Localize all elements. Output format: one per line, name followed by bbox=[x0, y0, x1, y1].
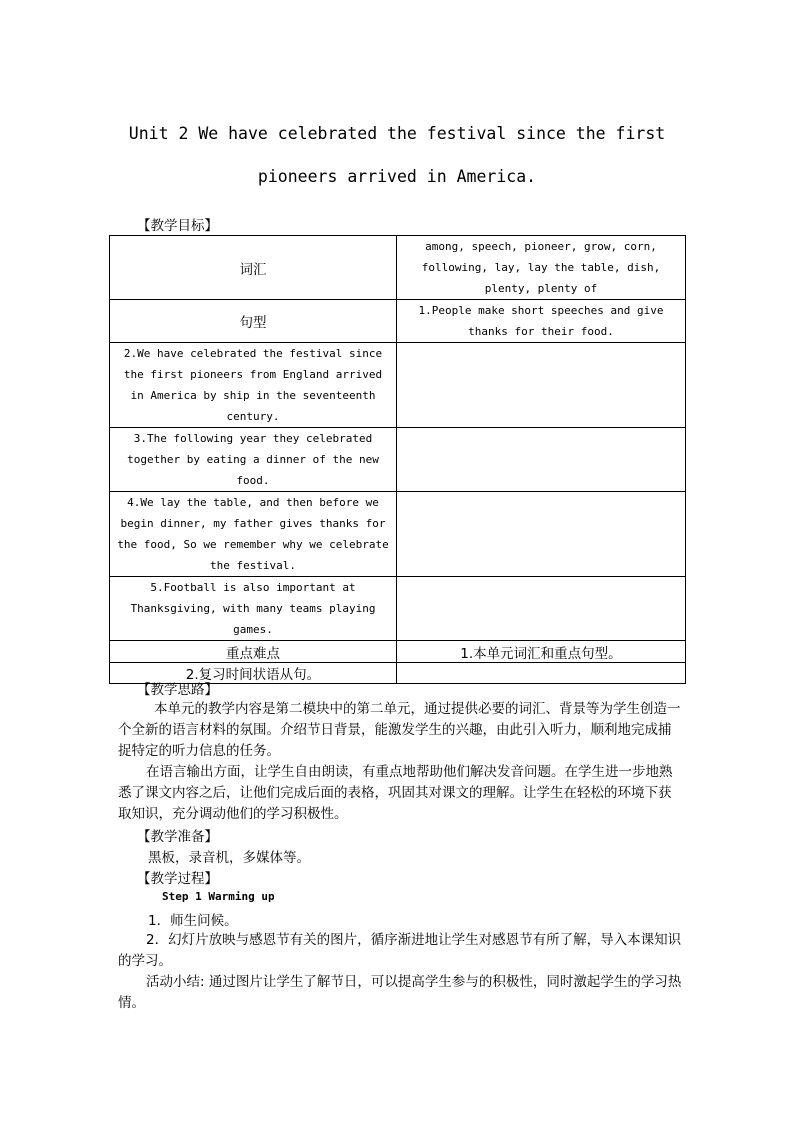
table-row bbox=[110, 492, 686, 577]
process-item-2: 2．幻灯片放映与感恩节有关的图片，循序渐进地让学生对感恩节有所了解，导入本课知识的学习。 bbox=[118, 932, 682, 969]
table-row bbox=[110, 577, 686, 641]
pattern-2: 2.We have celebrated the festival since the first pioneers from England arrived in America by ship in the seventeenth century. bbox=[110, 343, 397, 428]
pattern-4: 4.We lay the table, and then before we begin dinner, my father gives thanks for the food, So we remember why we celebrate the festival. bbox=[110, 492, 397, 577]
empty-cell bbox=[397, 663, 686, 684]
table-row bbox=[110, 236, 686, 300]
pattern-3: 3.The following year they celebrated together by eating a dinner of the new food. bbox=[110, 428, 397, 492]
pattern-1: 1.People make short speeches and give thanks for their food. bbox=[397, 300, 686, 343]
section-heading-goals: 【教学目标】 bbox=[137, 218, 218, 234]
pattern-5: 5.Football is also important at Thanksgiving, with many teams playing games. bbox=[110, 577, 397, 641]
empty-cell bbox=[397, 343, 686, 428]
empty-cell bbox=[397, 428, 686, 492]
table-row bbox=[110, 428, 686, 492]
ideas-paragraph-1: 本单元的教学内容是第二模块中的第二单元，通过提供必要的词汇、背景等为学生创造一个全新的语言材料的氛围。介绍节日背景，能激发学生的兴趣，由此引入听力，顺利地完成捕捉特定的听力信息的任务。 bbox=[118, 701, 681, 759]
prep-text: 黑板，录音机，多媒体等。 bbox=[148, 850, 310, 866]
empty-cell bbox=[397, 577, 686, 641]
vocab-value: among, speech, pioneer, grow, corn, following, lay, lay the table, dish, plenty, plenty of bbox=[397, 236, 686, 300]
ideas-paragraph-2: 在语言输出方面，让学生自由朗读，有重点地帮助他们解决发音问题。在学生进一步地熟悉了课文内容之后，让他们完成后面的表格，巩固其对课文的理解。让学生在轻松的环境下获取知识，充分调动他们的学习积极性。 bbox=[118, 764, 673, 822]
table-row bbox=[110, 300, 686, 343]
key-point-2: 2.复习时间状语从句。 bbox=[110, 663, 397, 684]
objectives-table bbox=[109, 235, 686, 684]
table-row bbox=[110, 343, 686, 428]
title-line-1: Unit 2 We have celebrated the festival since the first bbox=[128, 124, 666, 143]
section-heading-process: 【教学过程】 bbox=[137, 871, 218, 887]
pattern-label: 句型 bbox=[110, 300, 397, 343]
process-item-1: 1．师生问候。 bbox=[148, 913, 238, 929]
key-point-1: 1.本单元词汇和重点句型。 bbox=[397, 641, 686, 663]
vocab-label: 词汇 bbox=[110, 236, 397, 300]
section-heading-ideas: 【教学思路】 bbox=[137, 682, 218, 698]
key-points-label: 重点难点 bbox=[110, 641, 397, 663]
empty-cell bbox=[397, 492, 686, 577]
step-1-heading: Step 1 Warming up bbox=[162, 890, 275, 903]
section-heading-prep: 【教学准备】 bbox=[137, 829, 218, 845]
table-row bbox=[110, 641, 686, 663]
activity-summary: 活动小结: 通过图片让学生了解节日，可以提高学生参与的积极性，同时激起学生的学习热情。 bbox=[118, 974, 682, 1011]
title-line-2: pioneers arrived in America. bbox=[257, 167, 537, 186]
